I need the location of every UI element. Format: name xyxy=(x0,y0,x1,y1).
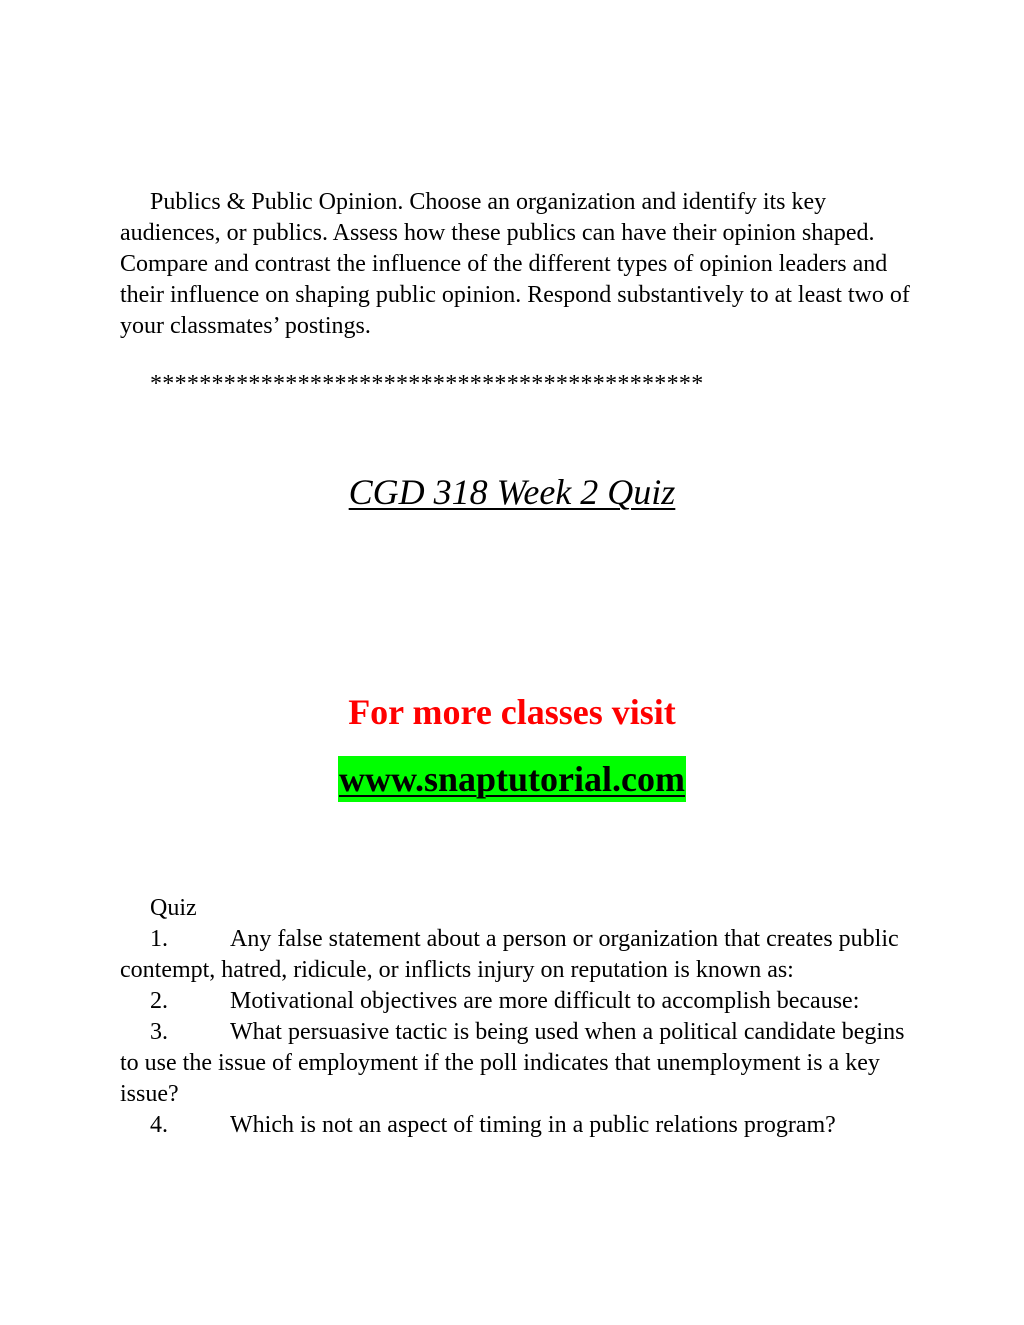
question-number: 1. xyxy=(150,926,168,952)
separator-stars: ********************************************* xyxy=(150,371,704,397)
quiz-question xyxy=(120,986,910,1017)
question-text: What persuasive tactic is being used when a political candidate begins to use the issue of employment if the poll indicates that unemployment is a key issue? xyxy=(120,1019,905,1107)
promo-heading: For more classes visit xyxy=(348,692,676,732)
promo-link-container xyxy=(0,756,1024,802)
question-number: 4. xyxy=(150,1112,168,1138)
quiz-question-list xyxy=(120,924,910,1141)
question-number: 3. xyxy=(150,1019,168,1045)
question-number: 2. xyxy=(150,988,168,1014)
quiz-heading: Quiz xyxy=(150,895,197,921)
question-text: Any false statement about a person or organization that creates public contempt, hatred, ridicule, or inflicts injury on reputation is known as: xyxy=(120,926,899,983)
week-title xyxy=(0,470,1024,514)
quiz-question xyxy=(120,1110,910,1141)
question-text: Motivational objectives are more difficult to accomplish because: xyxy=(230,988,860,1014)
quiz-question xyxy=(120,1017,910,1110)
promo-link[interactable]: www.snaptutorial.com xyxy=(338,756,686,802)
intro-paragraph: Publics & Public Opinion. Choose an organization and identify its key audiences, or publics. Assess how these publics can have their opinion shaped. Compare and contrast the influence of the different types of opinion leaders and their influence on shaping public opinion. Respond substantively to at least two of your classmates’ postings. xyxy=(120,189,910,339)
week-title-text: CGD 318 Week 2 Quiz xyxy=(348,472,676,512)
question-text: Which is not an aspect of timing in a public relations program? xyxy=(230,1112,836,1138)
quiz-question xyxy=(120,924,910,986)
